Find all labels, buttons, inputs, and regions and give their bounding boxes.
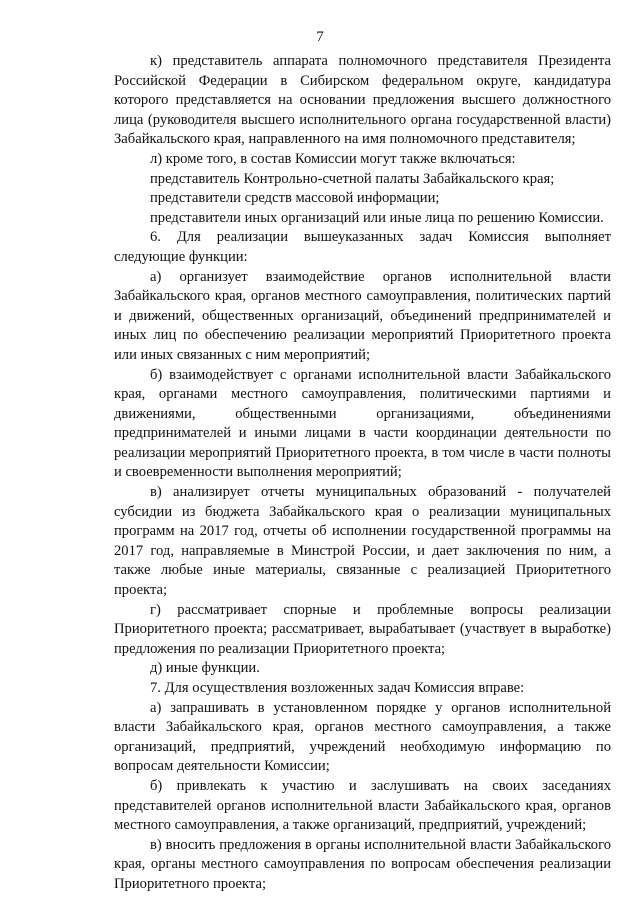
page-number: 7 <box>316 29 324 45</box>
paragraph-6a: а) организует взаимодействие органов исполнительной власти Забайкальского края, органов местного самоуправления, политических партий и движений, общественных организаций, объединений предпринимателей и иных лиц по обеспечению реализации мероприятий Приоритетного проекта или иных связанных с ним мероприятий; <box>114 268 611 363</box>
paragraph-other-organizations: представители иных организаций или иные лица по решению Комиссии. <box>150 209 604 226</box>
paragraph-7-rights: 7. Для осуществления возложенных задач Комиссия вправе: <box>150 680 525 696</box>
paragraph-6b: б) взаимодействует с органами исполнительной власти Забайкальского края, органами местного самоуправления, политическими партиями и движениями, общественными организациями, объединениями предпринимателей и иными лицами в части координации деятельности по реализации мероприятий Приоритетного проекта, в том числе в части полноты и своевременности выполнения мероприятий; <box>114 366 611 481</box>
paragraph-mass-media: представители средств массовой информации; <box>150 190 440 207</box>
paragraph-audit-chamber: представитель Контрольно-счетной палаты Забайкальского края; <box>150 170 555 187</box>
paragraph-7b: б) привлекать к участию и заслушивать на своих заседаниях представителей органов исполнительной власти Забайкальского края, органов местного самоуправления, а также организаций, предприятий, учреждений; <box>114 777 611 834</box>
paragraph-6-functions: 6. Для реализации вышеуказанных задач Комиссия выполняет следующие функции: <box>114 229 611 265</box>
paragraph-6g: г) рассматривает спорные и проблемные вопросы реализации Приоритетного проекта; рассматривает, вырабатывает (участвует в выработке) предложения по реализации Приоритетного проекта; <box>114 601 611 657</box>
paragraph-7v: в) вносить предложения в органы исполнительной власти Забайкальского края, органы местного самоуправления по вопросам обеспечения реализации Приоритетного проекта; <box>114 836 611 892</box>
paragraph-l-also-included: л) кроме того, в состав Комиссии могут также включаться: <box>150 150 516 167</box>
paragraph-6v: в) анализирует отчеты муниципальных образований - получателей субсидии из бюджета Забайкальского края о реализации муниципальных программ на 2017 год, отчеты об исполнении государственной программы на 2017 год, направляемые в Минстрой России, и дает заключения по ним, а также любые иные материалы, связанные с реализацией Приоритетного проекта; <box>114 484 611 599</box>
paragraph-7a: а) запрашивать в установленном порядке у органов исполнительной власти Забайкальского края, органов местного самоуправления, а также организаций, предприятий, учреждений необходимую информацию по вопросам деятельности Комиссии; <box>114 699 611 775</box>
document-body <box>114 52 611 895</box>
paragraph-6d: д) иные функции. <box>150 660 260 677</box>
paragraph-k-representative: к) представитель аппарата полномочного представителя Президента Российской Федерации в Сибирском федеральном округе, кандидатура которого представляется на основании предложения высшего должностного лица (руководителя высшего исполнительного органа государственной власти) Забайкальского края, направленного на имя полномочного представителя; <box>114 53 611 148</box>
